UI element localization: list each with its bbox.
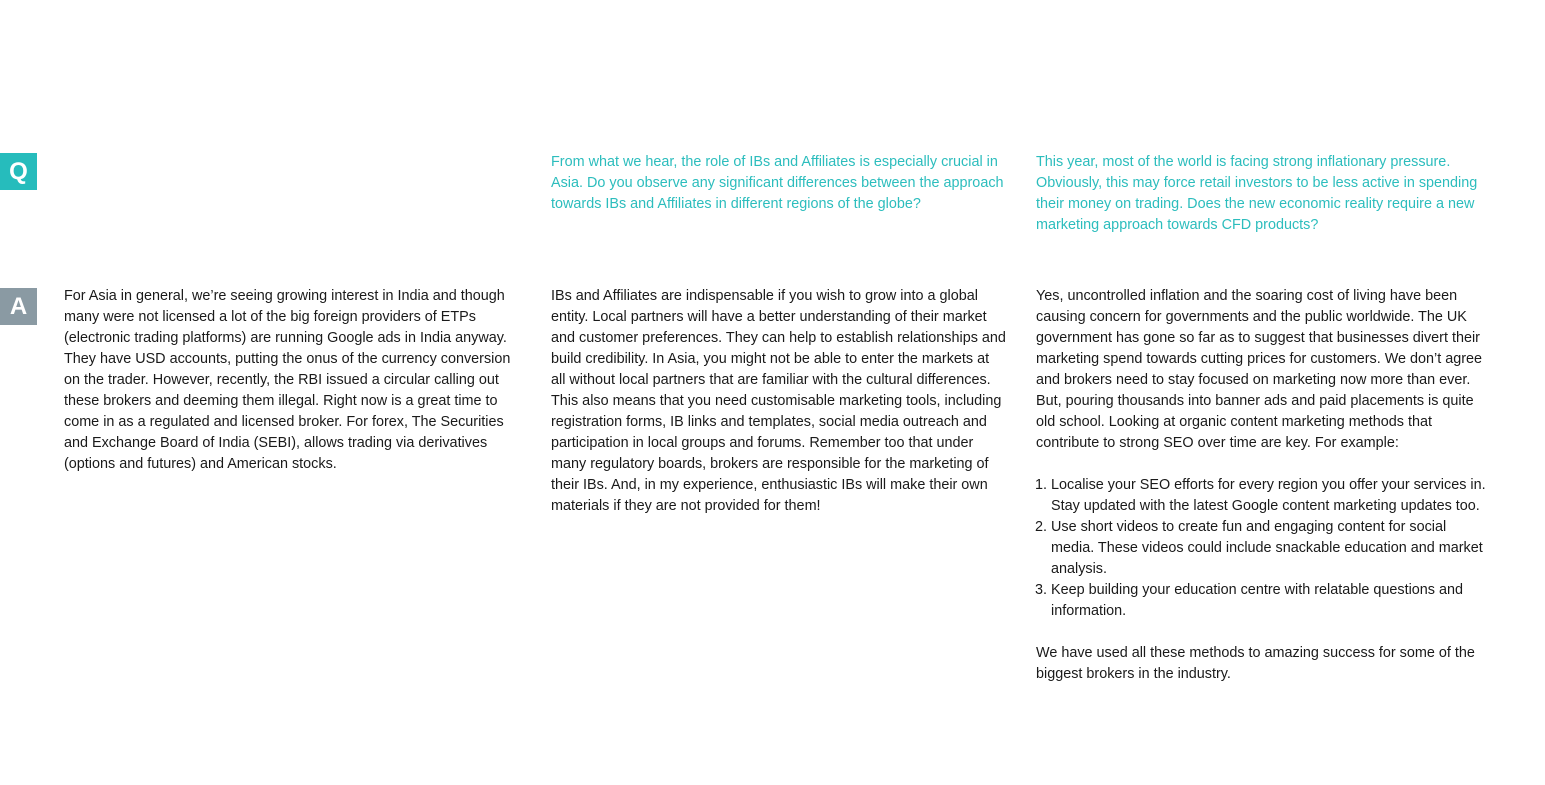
answer-3-list xyxy=(1036,475,1488,622)
list-item: 1. Localise your SEO efforts for every region you offer your services in. Stay updated with the latest Google content marketing updates too. xyxy=(1051,475,1488,517)
question-3: This year, most of the world is facing strong inflationary pressure. Obviously, this may force retail investors to be less active in spending their money on trading. Does the new economic reality require a new marketing approach towards CFD products? xyxy=(1036,154,1478,233)
list-item: 2. Use short videos to create fun and engaging content for social media. These videos could include snackable education and market analysis. xyxy=(1051,517,1488,580)
question-badge: Q xyxy=(0,153,37,190)
answer-1 xyxy=(64,286,514,475)
question-2: From what we hear, the role of IBs and Affiliates is especially crucial in Asia. Do you observe any significant differences between the approach towards IBs and Affiliates in different regions of the globe? xyxy=(551,154,1004,212)
answer-3 xyxy=(1036,286,1488,685)
list-item: 3. Keep building your education centre with relatable questions and information. xyxy=(1051,580,1488,622)
answer-3-intro: Yes, uncontrolled inflation and the soaring cost of living have been causing concern for governments and the public worldwide. The UK government has gone so far as to suggest that businesses divert their marketing spend towards cutting prices for customers. We don’t agree and brokers need to stay focused on marketing now more than ever. But, pouring thousands into banner ads and paid placements is quite old school. Looking at organic content marketing methods that contribute to strong SEO over time are key. For example: xyxy=(1036,288,1483,451)
answer-3-outro: We have used all these methods to amazing success for some of the biggest brokers in the industry. xyxy=(1036,645,1475,682)
answer-2 xyxy=(551,286,1006,517)
answer-badge: A xyxy=(0,288,37,325)
answer-2-paragraph: IBs and Affiliates are indispensable if you wish to grow into a global entity. Local partners will have a better understanding of their market and customer preferences. They can help to establish relationships and build credibility. In Asia, you might not be able to enter the markets at all without local partners that are familiar with the cultural differences. This also means that you need customisable marketing tools, including registration forms, IB links and templates, social media outreach and participation in local groups and forums. Remember too that under many regulatory boards, brokers are responsible for the marketing of their IBs. And, in my experience, enthusiastic IBs will make their own materials if they are not provided for them! xyxy=(551,288,1006,514)
answer-1-paragraph: For Asia in general, we’re seeing growing interest in India and though many were not licensed a lot of the big foreign providers of ETPs (electronic trading platforms) are running Google ads in India anyway. They have USD accounts, putting the onus of the currency conversion on the trader. However, recently, the RBI issued a circular calling out these brokers and deeming them illegal. Right now is a great time to come in as a regulated and licensed broker. For forex, The Securities and Exchange Board of India (SEBI), allows trading via derivatives (options and futures) and American stocks. xyxy=(64,288,511,472)
